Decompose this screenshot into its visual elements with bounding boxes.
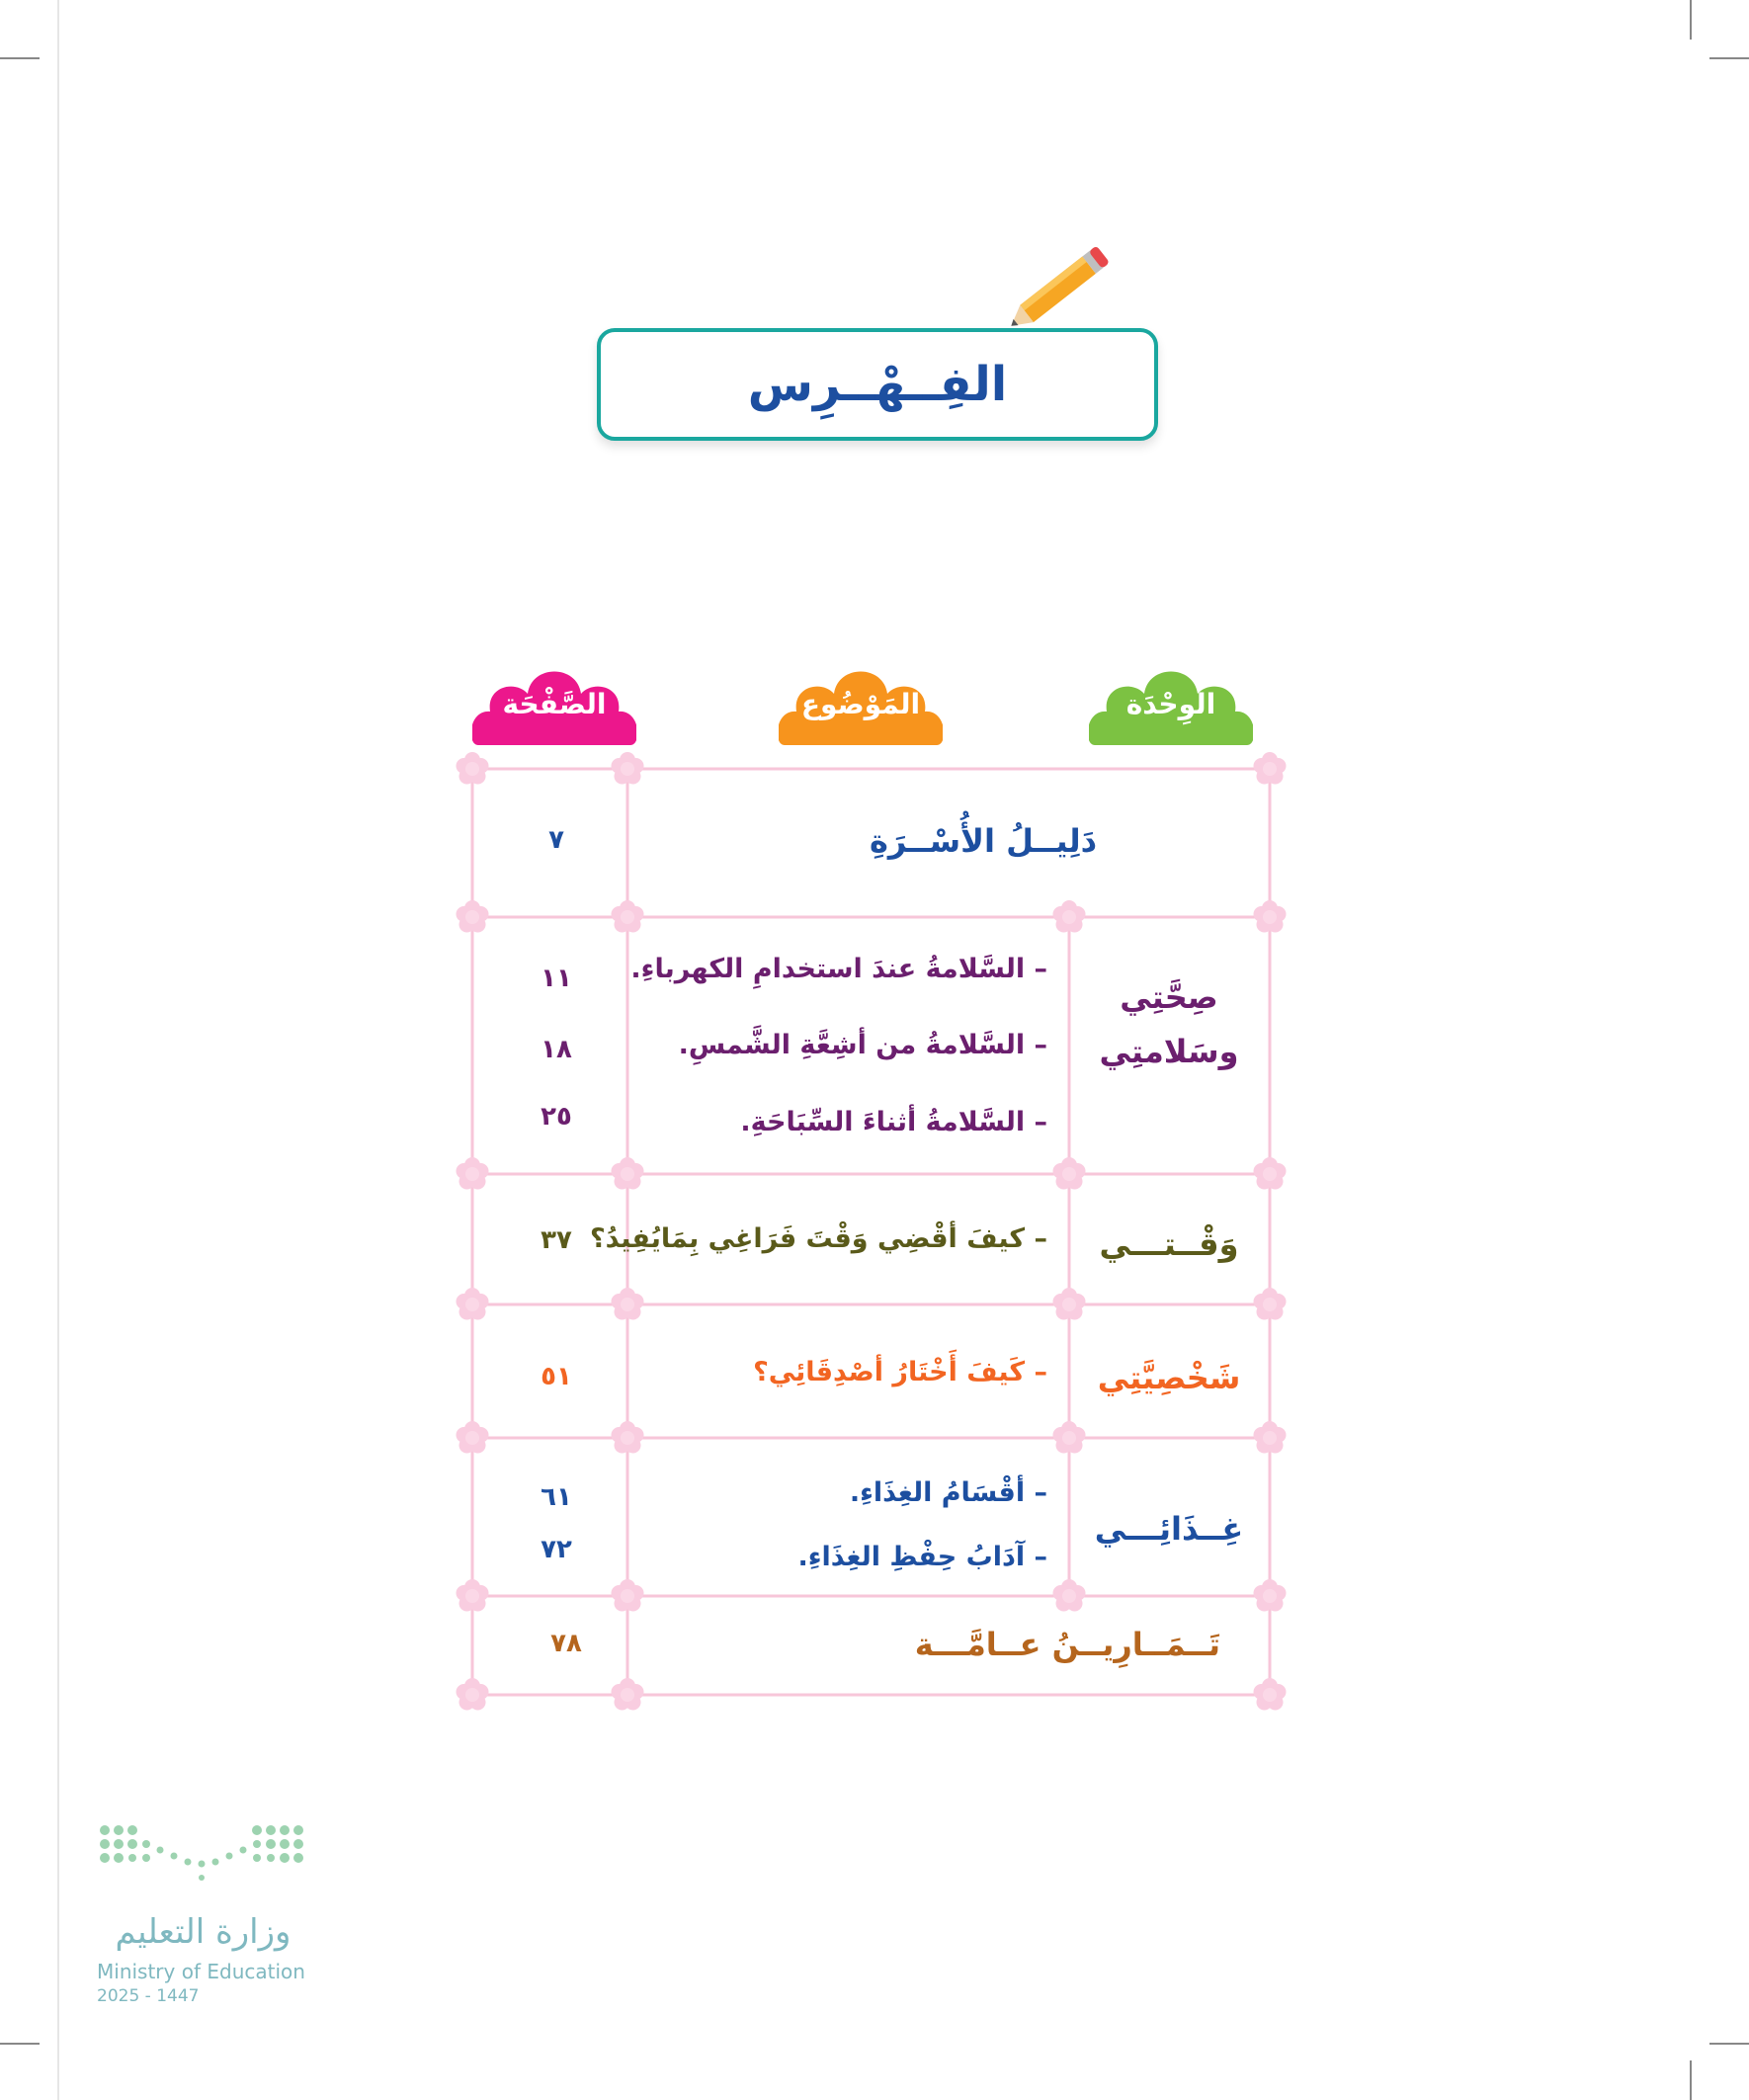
topic-family-guide: دَلِيــلُ الأُسْــرَةِ [869, 822, 1097, 860]
header-unit-label: الوِحْدَة [1125, 688, 1216, 720]
unit-health-line1: صِحَّتِي [1120, 978, 1218, 1016]
header-page-label: الصَّفْحَة [502, 688, 607, 720]
logo-name-en: Ministry of Education [97, 1960, 305, 1983]
unit-health-line2: وسَلامتِي [1099, 1033, 1239, 1070]
page-number: ١١ [541, 964, 572, 993]
unit-my-personality: شَخْصِيَّتِي [1097, 1359, 1241, 1396]
unit-my-food: غِــذَائِـــي [1094, 1510, 1244, 1548]
page-number: ٧٨ [550, 1629, 582, 1658]
topic-general-exercises: تَــمَــارِيــنُ عــامَّـــة [914, 1626, 1220, 1663]
unit-my-time: وَقْــتـــي [1099, 1225, 1239, 1263]
page-number: ٢٥ [541, 1102, 572, 1132]
logo-name-ar: وزارة التعليم [115, 1912, 292, 1952]
ministry-logo [97, 1820, 314, 1909]
page-title: الفِــهْــرِس [747, 357, 1008, 412]
logo-year: 2025 - 1447 [97, 1986, 200, 2006]
page-number: ٦١ [541, 1482, 572, 1512]
page-number: ٧٢ [541, 1535, 572, 1564]
topic-item: – السَّلامةُ عندَ استخدامِ الكهرباءِ. [630, 954, 1047, 984]
topic-item: – آدَابُ حِفْظِ الغِذَاءِ. [797, 1542, 1047, 1572]
topic-item: – كَيفَ أَخْتَارُ أصْدِقَائِي؟ [753, 1357, 1047, 1387]
topic-item: – أقْسَامُ الغِذَاءِ. [849, 1477, 1047, 1508]
page-number: ٣٧ [541, 1225, 572, 1255]
topic-item: – السَّلامةُ أثناءَ السِّبَاحَةِ. [740, 1107, 1047, 1137]
header-topic-label: المَوْضُوع [800, 688, 921, 720]
topic-item: – السَّلامةُ من أشِعَّةِ الشَّمسِ. [678, 1030, 1047, 1060]
page-number: ١٨ [541, 1035, 572, 1064]
page-number: ٧ [548, 825, 564, 855]
page-number: ٥١ [541, 1362, 572, 1391]
topic-item: – كيفَ أقْضِي وَقْتَ فَرَاغِي بِمَايُفِيدُ؟ [590, 1223, 1047, 1254]
